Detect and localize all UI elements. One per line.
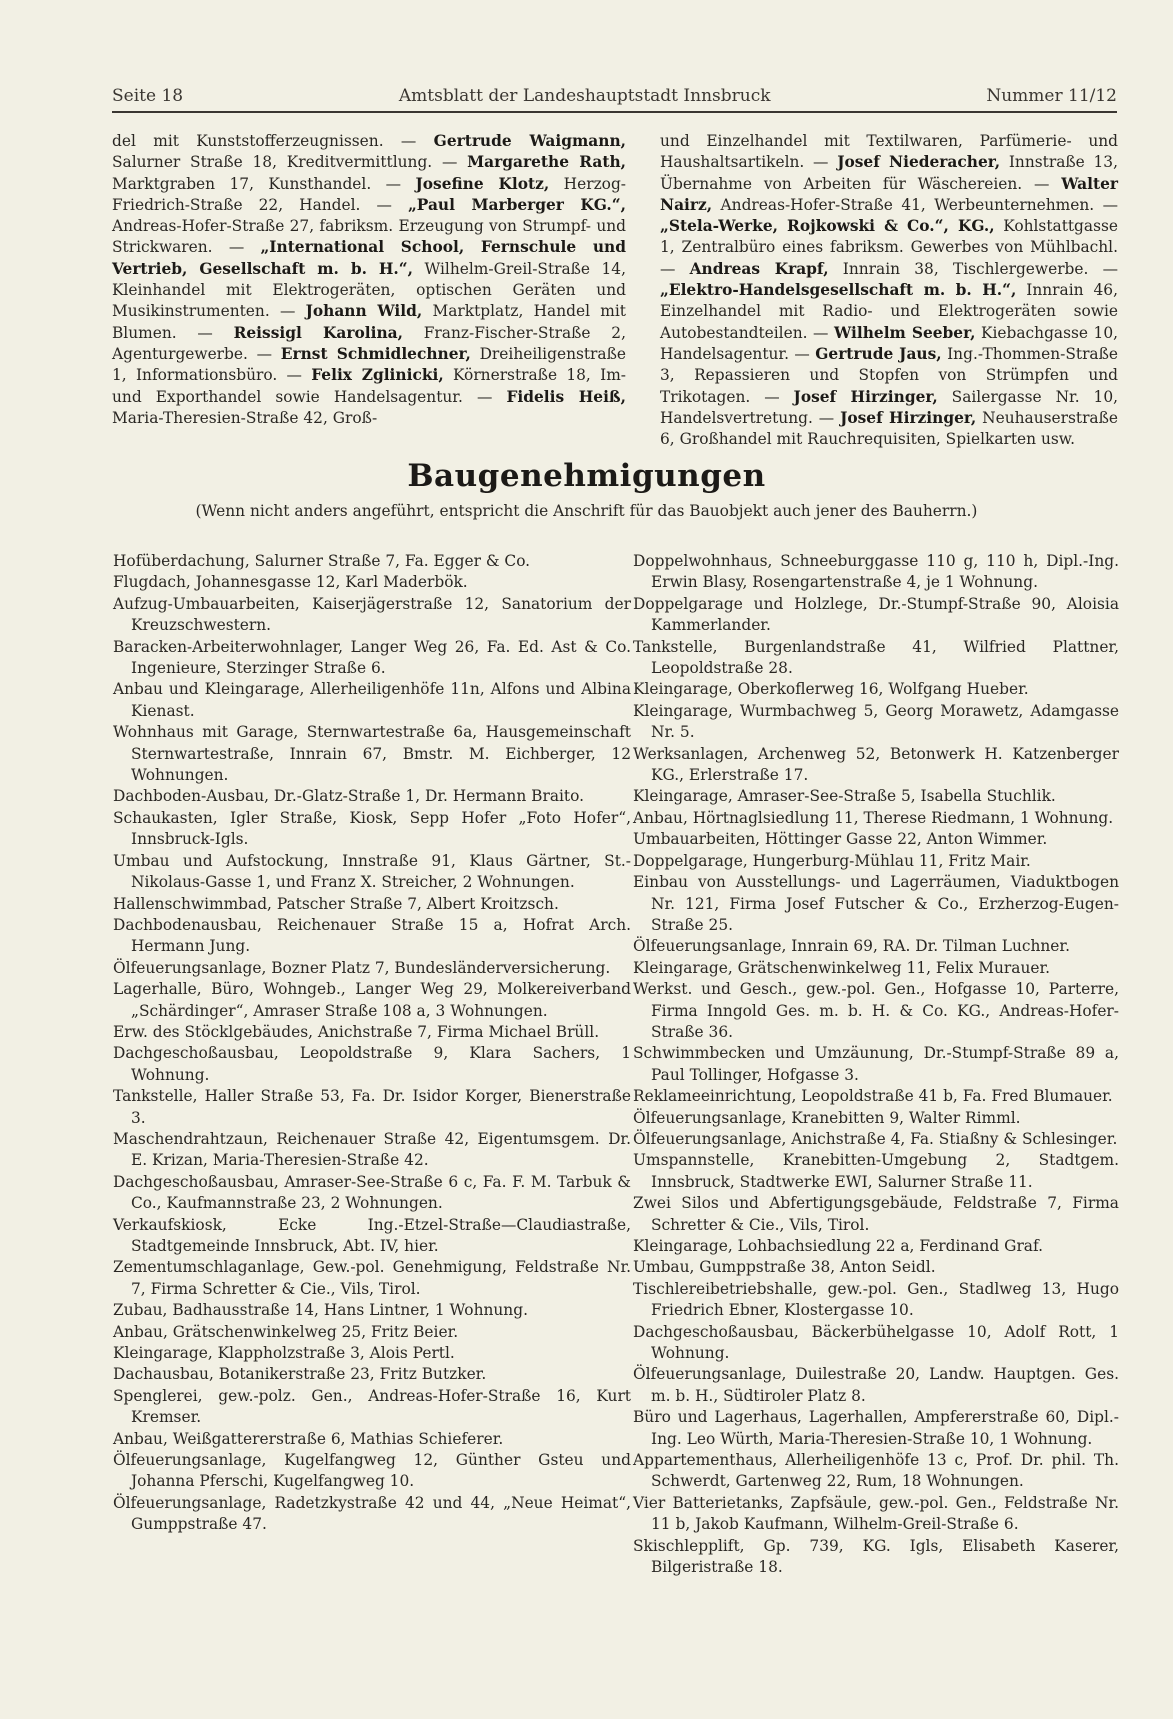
- permit-entry: Vier Batterietanks, Zapfsäule, gew.-pol. Gen., Feldstraße Nr. 11 b, Jakob Kaufmann, Wilhelm-Greil-Straße 6.: [633, 1493, 1119, 1534]
- registration-text: del mit Kunststofferzeugnissen. —: [112, 132, 434, 150]
- permit-entry: Ölfeuerungsanlage, Kugelfangweg 12, Günther Gsteu und Johanna Pferschi, Kugelfangweg 10.: [113, 1451, 631, 1491]
- permit-entry: Hofüberdachung, Salurner Straße 7, Fa. Egger & Co.: [113, 552, 531, 570]
- permit-entry: Zwei Silos und Abfertigungsgebäude, Feldstraße 7, Firma Schretter & Cie., Vils, Tirol.: [633, 1194, 1119, 1234]
- header-rule: [112, 111, 1117, 113]
- permit-entry: Hallenschwimmbad, Patscher Straße 7, Albert Kroitzsch.: [113, 894, 559, 913]
- registrant-name: Wilhelm Seeber,: [834, 323, 976, 342]
- permit-entry: Umbauarbeiten, Höttinger Gasse 22, Anton Wimmer.: [633, 830, 1048, 849]
- permit-entry: Kleingarage, Wurmbachweg 5, Georg Morawetz, Adamgasse Nr. 5.: [633, 701, 1119, 742]
- permit-entry: Ölfeuerungsanlage, Kranebitten 9, Walter Rimml.: [633, 1108, 1021, 1127]
- registrant-name: Fidelis Heiß,: [506, 387, 626, 406]
- section-title: Baugenehmigungen: [407, 458, 766, 494]
- registration-text: Herzog-Friedrich-Straße 22, Handel. —: [112, 174, 626, 214]
- registration-text: Innstraße 13, Übernahme von Arbeiten für Wäschereien. —: [660, 153, 1118, 193]
- registration-text: Salurner Straße 18, Kreditvermittlung. —: [112, 153, 468, 172]
- registration-text: Innrain 46, Einzelhandel mit Radio- und Elektrogeräten sowie Autobestandteilen. —: [660, 281, 1118, 342]
- permit-entry: Büro und Lagerhaus, Lagerhallen, Ampfererstraße 60, Dipl.-Ing. Leo Würth, Maria-Theresien-Straße 10, 1 Wohnung.: [633, 1408, 1119, 1448]
- permit-entry: Reklameeinrichtung, Leopoldstraße 41 b, Fa. Fred Blumauer.: [633, 1087, 1113, 1106]
- permit-entry: Ölfeuerungsanlage, Anichstraße 4, Fa. Stiaßny & Schlesinger.: [633, 1129, 1118, 1148]
- permit-entry: Umbau, Gumppstraße 38, Anton Seidl.: [633, 1258, 936, 1277]
- permits-column-left: [113, 551, 631, 1536]
- permit-entry: Aufzug-Umbauarbeiten, Kaiserjägerstraße 12, Sanatorium der Kreuzschwestern.: [113, 594, 631, 635]
- permit-entry: Einbau von Ausstellungs- und Lagerräumen, Viaduktbogen Nr. 121, Firma Josef Futscher & Co., Erzherzog-Eugen-Straße 25.: [633, 873, 1119, 934]
- permit-entry: Kleingarage, Lohbachsiedlung 22 a, Ferdinand Graf.: [633, 1237, 1044, 1255]
- section-subtitle: (Wenn nicht anders angeführt, entspricht die Anschrift für das Bauobjekt auch jener des Bauherrn.): [195, 502, 978, 520]
- registration-text: Innrain 38, Tischlergewerbe. —: [828, 259, 1118, 278]
- permit-entry: Dachgeschoßausbau, Amraser-See-Straße 6 c, Fa. F. M. Tarbuk & Co., Kaufmannstraße 23, 2 Wohnungen.: [113, 1172, 631, 1213]
- permit-entry: Schwimmbecken und Umzäunung, Dr.-Stumpf-Straße 89 a, Paul Tollinger, Hofgasse 3.: [633, 1044, 1119, 1084]
- registrant-name: Gertrude Jaus,: [815, 344, 942, 363]
- permit-entry: Maschendrahtzaun, Reichenauer Straße 42, Eigentumsgem. Dr. E. Krizan, Maria-Theresien-Straße 42.: [113, 1129, 631, 1170]
- registration-text: und Einzelhandel mit Textilwaren, Parfümerie- und Haushaltsartikeln. —: [660, 132, 1118, 172]
- permit-entry: Kleingarage, Klappholzstraße 3, Alois Pertl.: [113, 1344, 455, 1363]
- permit-entry: Tischlereibetriebshalle, gew.-pol. Gen., Stadlweg 13, Hugo Friedrich Ebner, Klostergasse 10.: [633, 1279, 1119, 1320]
- registration-text: Neuhauserstraße 6, Großhandel mit Rauchrequisiten, Spielkarten usw.: [660, 408, 1118, 449]
- permit-entry: Ölfeuerungsanlage, Innrain 69, RA. Dr. Tilman Luchner.: [633, 937, 1070, 956]
- permit-entry: Ölfeuerungsanlage, Duilestraße 20, Landw. Hauptgen. Ges. m. b. H., Südtiroler Platz 8.: [633, 1365, 1119, 1405]
- permit-entry: Verkaufskiosk, Ecke Ing.-Etzel-Straße—Claudiastraße, Stadtgemeinde Innsbruck, Abt. IV, hier.: [113, 1215, 631, 1255]
- registration-text: Andreas-Hofer-Straße 41, Werbeunternehmen. —: [712, 195, 1118, 214]
- permit-entry: Wohnhaus mit Garage, Sternwartestraße 6a, Hausgemeinschaft Sternwartestraße, Innrain 67, Bmstr. M. Eichberger, 12 Wohnungen.: [113, 723, 631, 785]
- publication-title: Amtsblatt der Landeshauptstadt Innsbruck: [398, 86, 771, 106]
- permit-entry: Kleingarage, Amraser-See-Straße 5, Isabella Stuchlik.: [633, 787, 1056, 806]
- permit-entry: Appartementhaus, Allerheiligenhöfe 13 c, Prof. Dr. phil. Th. Schwerdt, Gartenweg 22, Rum, 18 Wohnungen.: [633, 1451, 1119, 1491]
- permit-entry: Ölfeuerungsanlage, Bozner Platz 7, Bundesländerversicherung.: [113, 958, 611, 977]
- registrations-column-left: [112, 131, 626, 429]
- permit-entry: Skischlepplift, Gp. 739, KG. Igls, Elisabeth Kaserer, Bilgeristraße 18.: [633, 1536, 1119, 1577]
- permit-entry: Kleingarage, Grätschenwinkelweg 11, Felix Murauer.: [633, 958, 1051, 977]
- registrant-name: Margarethe Rath,: [467, 153, 626, 172]
- permit-entry: Doppelgarage und Holzlege, Dr.-Stumpf-Straße 90, Aloisia Kammerlander.: [633, 594, 1119, 635]
- registration-text: Andreas-Hofer-Straße 27, fabriksm. Erzeugung von Strumpf- und Strickwaren. —: [112, 217, 626, 257]
- registrant-name: „International School, Fernschule und Vertrieb, Gesellschaft m. b. H.“,: [112, 238, 627, 278]
- registrant-name: „Paul Marberger KG.“,: [407, 195, 626, 214]
- permit-entry: Schaukasten, Igler Straße, Kiosk, Sepp Hofer „Foto Hofer“, Innsbruck-Igls.: [113, 808, 631, 849]
- registrant-name: Andreas Krapf,: [689, 259, 829, 278]
- registrant-name: „Stela-Werke, Rojkowski & Co.“, KG.,: [660, 217, 995, 236]
- permit-entry: Zubau, Badhausstraße 14, Hans Lintner, 1 Wohnung.: [113, 1301, 528, 1320]
- permit-entry: Doppelgarage, Hungerburg-Mühlau 11, Fritz Mair.: [633, 851, 1031, 870]
- permit-entry: Dachausbau, Botanikerstraße 23, Fritz Butzker.: [113, 1365, 487, 1384]
- registrant-name: Josef Hirzinger,: [793, 387, 938, 406]
- permit-entry: Anbau und Kleingarage, Allerheiligenhöfe 11n, Alfons und Albina Kienast.: [113, 680, 631, 720]
- permit-entry: Umspannstelle, Kranebitten-Umgebung 2, Stadtgem. Innsbruck, Stadtwerke EWI, Salurner Straße 11.: [633, 1151, 1119, 1191]
- registrant-name: Walter Nairz,: [660, 174, 1118, 214]
- registrant-name: Josef Hirzinger,: [840, 408, 977, 427]
- permit-entry: Spenglerei, gew.-polz. Gen., Andreas-Hofer-Straße 16, Kurt Kremser.: [113, 1386, 631, 1427]
- permit-entry: Erw. des Stöcklgebäudes, Anichstraße 7, Firma Michael Brüll.: [113, 1022, 600, 1041]
- registrant-name: Johann Wild,: [305, 302, 423, 321]
- registration-text: Marktplatz, Handel mit Blumen. —: [112, 302, 626, 342]
- permit-entry: Baracken-Arbeiterwohnlager, Langer Weg 26, Fa. Ed. Ast & Co. Ingenieure, Sterzinger Straße 6.: [113, 637, 631, 678]
- issue-number: Nummer 11/12: [986, 86, 1117, 106]
- permit-entry: Tankstelle, Haller Straße 53, Fa. Dr. Isidor Korger, Bienerstraße 3.: [113, 1087, 631, 1127]
- registration-text: Kiebachgasse 10, Handelsagentur. —: [660, 323, 1119, 363]
- registrant-name: Reissigl Karolina,: [233, 323, 403, 342]
- registration-text: Körnerstraße 18, Im- und Exporthandel sowie Handelsagentur. —: [112, 366, 626, 406]
- permit-entry: Anbau, Weißgattererstraße 6, Mathias Schieferer.: [113, 1429, 504, 1448]
- permit-entry: Lagerhalle, Büro, Wohngeb., Langer Weg 29, Molkereiverband „Schärdinger“, Amraser Straße 108 a, 3 Wohnungen.: [113, 980, 631, 1020]
- registration-text: Marktgraben 17, Kunsthandel. —: [112, 174, 416, 193]
- permit-entry: Doppelwohnhaus, Schneeburggasse 110 g, 110 h, Dipl.-Ing. Erwin Blasy, Rosengartenstraße 4, je 1 Wohnung.: [633, 552, 1119, 592]
- permit-entry: Flugdach, Johannesgasse 12, Karl Maderbök.: [113, 573, 468, 592]
- permit-entry: Werksanlagen, Archenweg 52, Betonwerk H. Katzenberger KG., Erlerstraße 17.: [633, 744, 1119, 785]
- permit-entry: Anbau, Hörtnaglsiedlung 11, Therese Riedmann, 1 Wohnung.: [633, 808, 1114, 827]
- permit-entry: Umbau und Aufstockung, Innstraße 91, Klaus Gärtner, St.-Nikolaus-Gasse 1, und Franz X. Streicher, 2 Wohnungen.: [113, 851, 631, 892]
- permit-entry: Tankstelle, Burgenlandstraße 41, Wilfried Plattner, Leopoldstraße 28.: [633, 637, 1119, 678]
- registrant-name: Felix Zglinicki,: [311, 366, 444, 385]
- permit-entry: Dachbodenausbau, Reichenauer Straße 15 a, Hofrat Arch. Hermann Jung.: [113, 915, 631, 956]
- registration-text: Wilhelm-Greil-Straße 14, Kleinhandel mit Elektrogeräten, optischen Geräten und Musikinstrumenten. —: [112, 259, 626, 321]
- permit-entry: Anbau, Grätschenwinkelweg 25, Fritz Beier.: [113, 1322, 459, 1341]
- permit-entry: Dachgeschoßausbau, Bäckerbühelgasse 10, Adolf Rott, 1 Wohnung.: [633, 1322, 1119, 1363]
- registration-text: Sailergasse Nr. 10, Handelsvertretung. —: [660, 387, 1119, 427]
- registrant-name: Josefine Klotz,: [415, 174, 550, 193]
- registrant-name: Gertrude Waigmann,: [433, 132, 627, 150]
- permit-entry: Ölfeuerungsanlage, Radetzkystraße 42 und 44, „Neue Heimat“, Gumppstraße 47.: [113, 1493, 631, 1534]
- registrant-name: Josef Niederacher,: [837, 153, 1001, 172]
- registration-text: Dreiheiligenstraße 1, Informationsbüro. —: [112, 344, 626, 385]
- permit-entry: Kleingarage, Oberkoflerweg 16, Wolfgang Hueber.: [633, 680, 1029, 699]
- page-number: Seite 18: [112, 86, 184, 106]
- permit-entry: Werkst. und Gesch., gew.-pol. Gen., Hofgasse 10, Parterre, Firma Inngold Ges. m. b. H. & Co. KG., Andreas-Hofer-Straße 36.: [633, 980, 1119, 1041]
- registrant-name: „Elektro-Handelsgesellschaft m. b. H.“,: [660, 281, 1017, 300]
- permit-entry: Zementumschlaganlage, Gew.-pol. Genehmigung, Feldstraße Nr. 7, Firma Schretter & Cie., Vils, Tirol.: [113, 1258, 631, 1298]
- registration-text: Maria-Theresien-Straße 42, Groß-: [112, 408, 378, 427]
- registration-text: Kohlstattgasse 1, Zentralbüro eines fabriksm. Gewerbes von Mühlbachl. —: [660, 217, 1118, 278]
- page-header: [112, 80, 1117, 106]
- registration-text: Ing.-Thommen-Straße 3, Repassieren und Stopfen von Strümpfen und Trikotagen. —: [660, 344, 1118, 406]
- permits-column-right: [633, 551, 1119, 1579]
- permit-entry: Dachboden-Ausbau, Dr.-Glatz-Straße 1, Dr. Hermann Braito.: [113, 787, 584, 806]
- registrant-name: Ernst Schmidlechner,: [280, 344, 471, 363]
- registration-text: Franz-Fischer-Straße 2, Agenturgewerbe. —: [112, 323, 626, 363]
- permit-entry: Dachgeschoßausbau, Leopoldstraße 9, Klara Sachers, 1 Wohnung.: [113, 1044, 631, 1084]
- registrations-column-right: [660, 131, 1118, 450]
